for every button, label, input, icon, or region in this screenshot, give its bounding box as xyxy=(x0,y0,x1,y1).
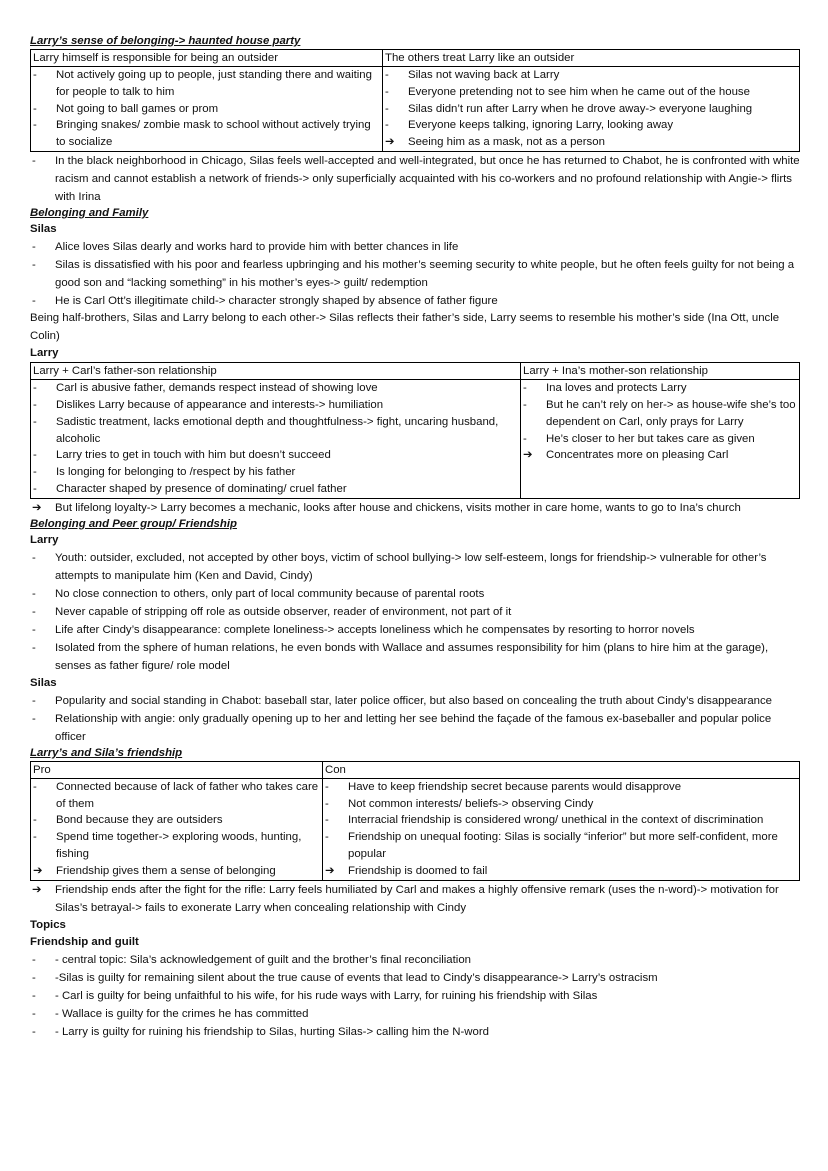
section-title-belonging-party: Larry’s sense of belonging-> haunted house party xyxy=(30,35,301,47)
arrow-icon: ➔ xyxy=(325,864,335,877)
dash-marker: - xyxy=(32,605,36,618)
list-item-text: Friendship is doomed to fail xyxy=(348,864,488,877)
family-silas-label: Silas xyxy=(30,222,57,235)
list-item xyxy=(521,447,799,464)
dash-marker: - xyxy=(325,780,329,793)
dash-marker: - xyxy=(33,102,37,115)
list-item xyxy=(383,134,799,151)
list-item xyxy=(30,987,800,1005)
list-item-text: Connected because of lack of father who takes care of them xyxy=(56,780,319,810)
peer-silas-list xyxy=(30,692,800,746)
chicago-note-list xyxy=(30,152,800,206)
list-item-text: Youth: outsider, excluded, not accepted by other boys, victim of school bullying-> low self-esteem, longs for friendship-> vulnerable for other’s attempts to manipulate him (Ken and David, Cindy) xyxy=(55,551,767,582)
list-item-text: Ina loves and protects Larry xyxy=(546,382,687,395)
list-item-text: Alice loves Silas dearly and works hard to provide him with better chances in life xyxy=(55,240,459,253)
dash-marker: - xyxy=(32,258,36,271)
dash-marker: - xyxy=(33,780,37,793)
list-item-text: Seeing him as a mask, not as a person xyxy=(408,136,605,149)
list-item-text: Bringing snakes/ zombie mask to school without actively trying to socialize xyxy=(56,119,371,149)
dash-marker: - xyxy=(33,382,37,395)
peer-silas-label: Silas xyxy=(30,676,57,689)
outsider-others-list xyxy=(383,67,799,151)
list-item-text: Not actively going up to people, just standing there and waiting for people to talk to him xyxy=(56,69,372,98)
list-item xyxy=(323,796,799,813)
list-item-text: Bond because they are outsiders xyxy=(56,814,223,827)
dash-marker: - xyxy=(32,154,36,167)
list-item-text: Carl is abusive father, demands respect instead of showing love xyxy=(56,382,378,395)
peer-larry-label: Larry xyxy=(30,533,59,546)
dash-marker: - xyxy=(32,971,36,984)
dash-marker: - xyxy=(385,69,389,81)
list-item xyxy=(31,464,520,481)
mother-son-head: Larry + Ina’s mother-son relationship xyxy=(521,363,800,380)
outsider-table xyxy=(30,49,800,152)
list-item-text: Everyone keeps talking, ignoring Larry, looking away xyxy=(408,119,674,132)
section-title-friendship: Larry’s and Sila’s friendship xyxy=(30,746,183,759)
list-item xyxy=(383,84,799,101)
list-item xyxy=(383,67,799,84)
guilt-list xyxy=(30,951,800,1041)
list-item-text: Larry tries to get in touch with him but doesn’t succeed xyxy=(56,449,331,462)
list-item-text: Friendship gives them a sense of belonging xyxy=(56,864,276,877)
dash-marker: - xyxy=(33,119,37,132)
dash-marker: - xyxy=(32,641,36,654)
dash-marker: - xyxy=(33,482,37,495)
family-larry-label: Larry xyxy=(30,347,59,360)
list-item-text: -Silas is guilty for remaining silent about the true cause of events that lead to Cindy’s disappearance-> Larry’s ostracism xyxy=(55,971,658,984)
outsider-self-list xyxy=(31,67,382,151)
dash-marker: - xyxy=(32,551,36,564)
list-item-text: Relationship with angie: only gradually opening up to her and letting her see behind the façade of the famous ex-baseballer and popular police officer xyxy=(55,712,772,743)
half-brothers-paragraph: Being half-brothers, Silas and Larry belong to each other-> Silas reflects their father’s side, Larry seems to resemble his mother’s side (Ina Ott, uncle Colin) xyxy=(30,311,780,342)
list-item-text: - Larry is guilty for ruining his friendship to Silas, hurting Silas-> calling him the N-word xyxy=(55,1025,489,1038)
list-item xyxy=(323,812,799,829)
list-item-text: Silas not waving back at Larry xyxy=(408,69,560,81)
list-item-text: Dislikes Larry because of appearance and interests-> humiliation xyxy=(56,398,384,411)
dash-marker: - xyxy=(33,69,37,81)
dash-marker: - xyxy=(32,623,36,636)
list-item-text: But he can’t rely on her-> as house-wife she’s too dependent on Carl, only prays for Larry xyxy=(546,398,796,428)
dash-marker: - xyxy=(32,1007,36,1020)
list-item xyxy=(31,447,520,464)
list-item-text: Have to keep friendship secret because parents would disapprove xyxy=(348,780,682,793)
section-title-family: Belonging and Family xyxy=(30,206,149,219)
list-item-text: Concentrates more on pleasing Carl xyxy=(546,449,729,462)
list-item-text: Not going to ball games or prom xyxy=(56,102,219,115)
list-item xyxy=(30,621,800,639)
dash-marker: - xyxy=(325,831,329,844)
dash-marker: - xyxy=(32,240,36,253)
pro-con-table xyxy=(30,761,800,881)
list-item xyxy=(30,256,800,292)
arrow-icon: ➔ xyxy=(385,136,395,149)
list-item-text: Character shaped by presence of dominating/ cruel father xyxy=(56,482,347,495)
list-item xyxy=(30,585,800,603)
dash-marker: - xyxy=(33,831,37,844)
list-item-text: Never capable of stripping off role as outside observer, reader of environment, not part of it xyxy=(55,605,512,618)
list-item xyxy=(323,779,799,796)
outsider-table-head-self: Larry himself is responsible for being an outsider xyxy=(31,50,383,67)
list-item xyxy=(31,779,322,813)
list-item xyxy=(31,481,520,498)
dash-marker: - xyxy=(32,989,36,1002)
dash-marker: - xyxy=(325,814,329,827)
list-item xyxy=(31,397,520,414)
list-item-text: Everyone pretending not to see him when he came out of the house xyxy=(408,85,750,98)
dash-marker: - xyxy=(32,587,36,600)
list-item xyxy=(383,101,799,118)
list-item xyxy=(30,710,800,746)
list-item xyxy=(31,380,520,397)
dash-marker: - xyxy=(32,953,36,966)
dash-marker: - xyxy=(32,294,36,307)
dash-marker: - xyxy=(325,797,329,810)
dash-marker: - xyxy=(32,712,36,725)
list-item xyxy=(30,549,800,585)
topics-heading: Topics xyxy=(30,918,66,931)
mother-son-list xyxy=(521,380,799,464)
list-item xyxy=(31,414,520,448)
dash-marker: - xyxy=(523,398,527,411)
dash-marker: - xyxy=(523,382,527,395)
document-page xyxy=(30,34,800,1041)
list-item xyxy=(30,881,800,917)
dash-marker: - xyxy=(32,1025,36,1038)
dash-marker: - xyxy=(385,102,389,115)
friendship-end-list xyxy=(30,881,800,917)
section-title-peer-group: Belonging and Peer group/ Friendship xyxy=(30,517,237,530)
list-item-text: Isolated from the sphere of human relations, he even bonds with Wallace and assumes responsibility for him (plans to hire him at the garage), senses as father figure/ role model xyxy=(55,641,769,672)
list-item-text: He’s closer to her but takes care as given xyxy=(546,432,755,445)
dash-marker: - xyxy=(33,398,37,411)
list-item-text: Friendship on unequal footing: Silas is socially “inferior” but more self-confident, more popular xyxy=(348,831,778,860)
father-son-head: Larry + Carl’s father-son relationship xyxy=(31,363,521,380)
arrow-icon: ➔ xyxy=(32,883,42,896)
con-list xyxy=(323,779,799,880)
peer-larry-list xyxy=(30,549,800,675)
list-item-text: No close connection to others, only part of local community because of parental roots xyxy=(55,587,485,600)
list-item xyxy=(30,1005,800,1023)
list-item xyxy=(323,829,799,863)
list-item xyxy=(30,692,800,710)
outsider-table-head-others: The others treat Larry like an outsider xyxy=(383,50,800,67)
list-item xyxy=(31,863,322,880)
list-item xyxy=(30,951,800,969)
list-item xyxy=(31,117,382,151)
list-item xyxy=(30,238,800,256)
dash-marker: - xyxy=(33,449,37,462)
list-item-text: Interracial friendship is considered wrong/ unethical in the context of discrimination xyxy=(348,814,764,827)
list-item xyxy=(31,101,382,118)
family-silas-list xyxy=(30,238,800,310)
list-item-text: - central topic: Sila’s acknowledgement of guilt and the brother’s final reconciliation xyxy=(55,953,471,966)
list-item xyxy=(30,152,800,206)
father-son-list xyxy=(31,380,520,498)
dash-marker: - xyxy=(33,415,37,428)
arrow-icon: ➔ xyxy=(33,864,43,877)
dash-marker: - xyxy=(523,432,527,445)
list-item xyxy=(521,380,799,397)
loyalty-note-list xyxy=(30,499,800,517)
pro-list xyxy=(31,779,322,880)
list-item xyxy=(31,67,382,101)
pro-head: Pro xyxy=(31,761,323,778)
dash-marker: - xyxy=(33,814,37,827)
list-item xyxy=(31,829,322,863)
list-item-text: In the black neighborhood in Chicago, Silas feels well-accepted and well-integrated, but once he has returned to Chabot, he is confronted with white racism and cannot establish a network of friends-> only superficially acquainted with his co-workers and no profound relationship with Angie-> flirts with Irina xyxy=(55,154,800,203)
list-item xyxy=(521,397,799,431)
list-item-text: Sadistic treatment, lacks emotional depth and thoughtfulness-> fight, uncaring husband, alcoholic xyxy=(56,415,499,445)
list-item xyxy=(323,863,799,880)
list-item-text: Friendship ends after the fight for the rifle: Larry feels humiliated by Carl and makes a highly offensive remark (uses the n-word)-> motivation for Silas’s betrayal-> fails to exonerate Larry when concealing relationship with Cindy xyxy=(55,883,779,914)
list-item xyxy=(383,117,799,134)
con-head: Con xyxy=(323,761,800,778)
list-item-text: Is longing for belonging to /respect by his father xyxy=(56,466,296,479)
list-item xyxy=(30,499,800,517)
list-item-text: Not common interests/ beliefs-> observing Cindy xyxy=(348,797,594,810)
dash-marker: - xyxy=(32,694,36,707)
arrow-icon: ➔ xyxy=(32,501,42,514)
arrow-icon: ➔ xyxy=(523,449,533,462)
dash-marker: - xyxy=(33,466,37,479)
list-item xyxy=(30,292,800,310)
list-item-text: Spend time together-> exploring woods, hunting, fishing xyxy=(56,831,302,860)
dash-marker: - xyxy=(385,119,389,132)
list-item xyxy=(30,639,800,675)
list-item xyxy=(31,812,322,829)
list-item-text: - Carl is guilty for being unfaithful to his wife, for his rude ways with Larry, for ruining his friendship with Silas xyxy=(55,989,598,1002)
list-item-text: He is Carl Ott’s illegitimate child-> character strongly shaped by absence of father figure xyxy=(55,294,498,307)
friendship-guilt-heading: Friendship and guilt xyxy=(30,935,139,948)
list-item xyxy=(521,431,799,448)
parent-relationship-table xyxy=(30,362,800,499)
list-item-text: Popularity and social standing in Chabot: baseball star, later police officer, but also based on concealing the truth about Cindy’s disappearance xyxy=(55,694,773,707)
dash-marker: - xyxy=(385,85,389,98)
list-item-text: - Wallace is guilty for the crimes he has committed xyxy=(55,1007,309,1020)
list-item-text: Life after Cindy’s disappearance: complete loneliness-> accepts loneliness which he compensates by resorting to horror novels xyxy=(55,623,695,636)
list-item-text: But lifelong loyalty-> Larry becomes a mechanic, looks after house and chickens, visits mother in care home, wants to go to Ina’s church xyxy=(55,501,741,514)
list-item xyxy=(30,969,800,987)
list-item-text: Silas is dissatisfied with his poor and fearless upbringing and his mother’s seeming security to white people, but he often feels guilty for not being a good son and “lacking something” in his mother’s eyes-> guilt/ redemption xyxy=(55,258,795,289)
list-item xyxy=(30,603,800,621)
list-item xyxy=(30,1023,800,1041)
list-item-text: Silas didn’t run after Larry when he drove away-> everyone laughing xyxy=(408,102,753,115)
